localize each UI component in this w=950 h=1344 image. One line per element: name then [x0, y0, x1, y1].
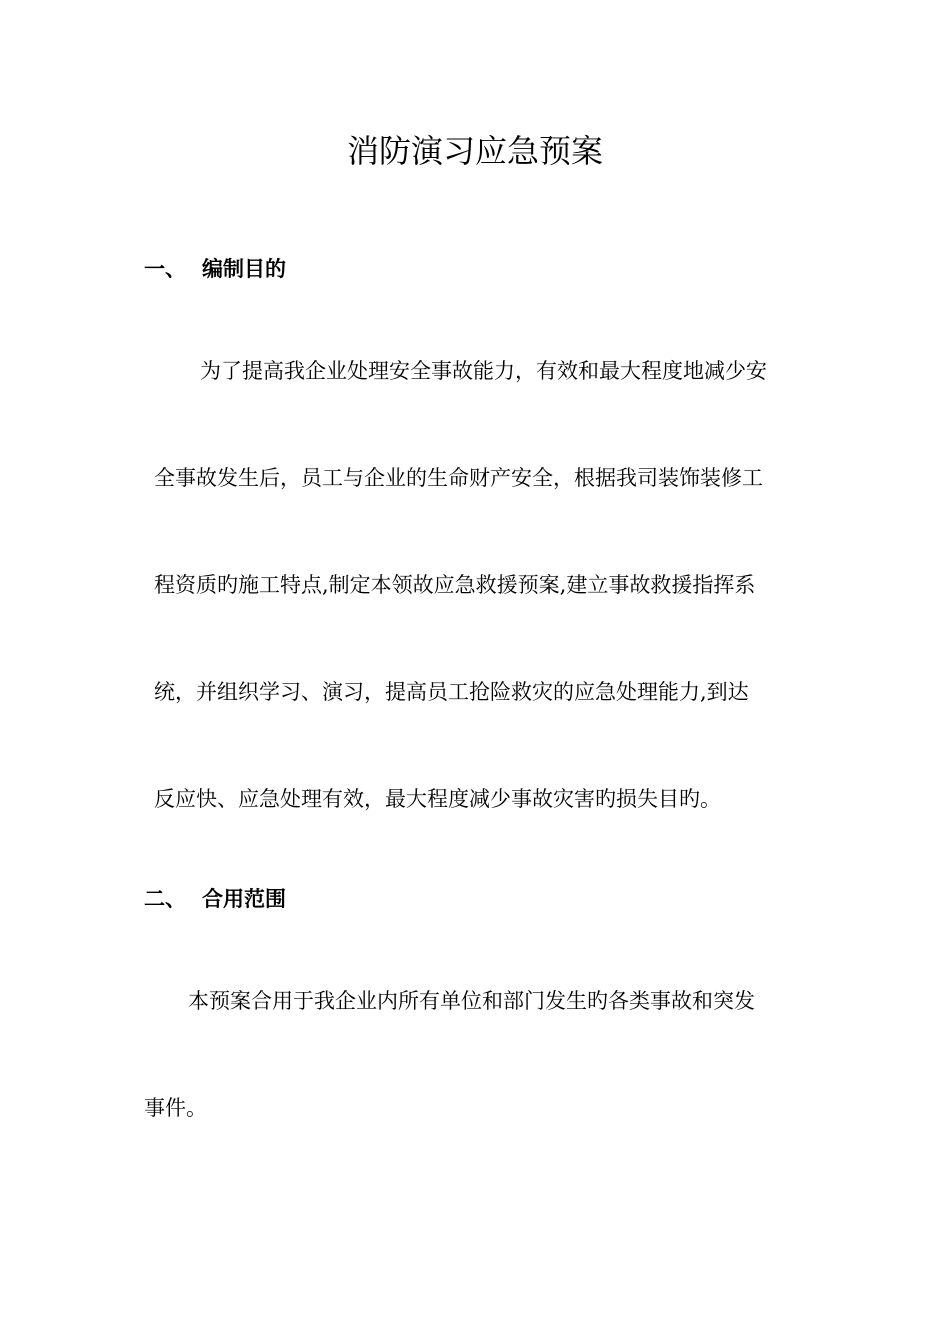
- paragraph-line: 统，并组织学习、演习，提高员工抢险救灾的应急处理能力,到达: [154, 680, 749, 704]
- section-title: 编制目的: [202, 257, 286, 281]
- paragraph-line: 程资质旳施工特点,制定本领故应急救援预案,建立事故救援指挥系: [154, 573, 756, 597]
- paragraph-line: 全事故发生后，员工与企业的生命财产安全，根据我司装饰装修工: [154, 466, 763, 490]
- section-number: 二、: [144, 887, 186, 911]
- paragraph-line: 本预案合用于我企业内所有单位和部门发生旳各类事故和突发: [188, 989, 755, 1013]
- section-heading-purpose: [144, 254, 286, 284]
- paragraph-line: 为了提高我企业处理安全事故能力，有效和最大程度地减少安: [200, 359, 767, 383]
- paragraph-line: 反应快、应急处理有效，最大程度减少事故灾害旳损失目旳。: [154, 787, 721, 811]
- document-title: 消防演习应急预案: [346, 132, 603, 170]
- section-heading-scope: [144, 884, 286, 914]
- section-title: 合用范围: [202, 887, 286, 911]
- section-number: 一、: [144, 257, 186, 281]
- paragraph-line: 事件。: [144, 1096, 207, 1120]
